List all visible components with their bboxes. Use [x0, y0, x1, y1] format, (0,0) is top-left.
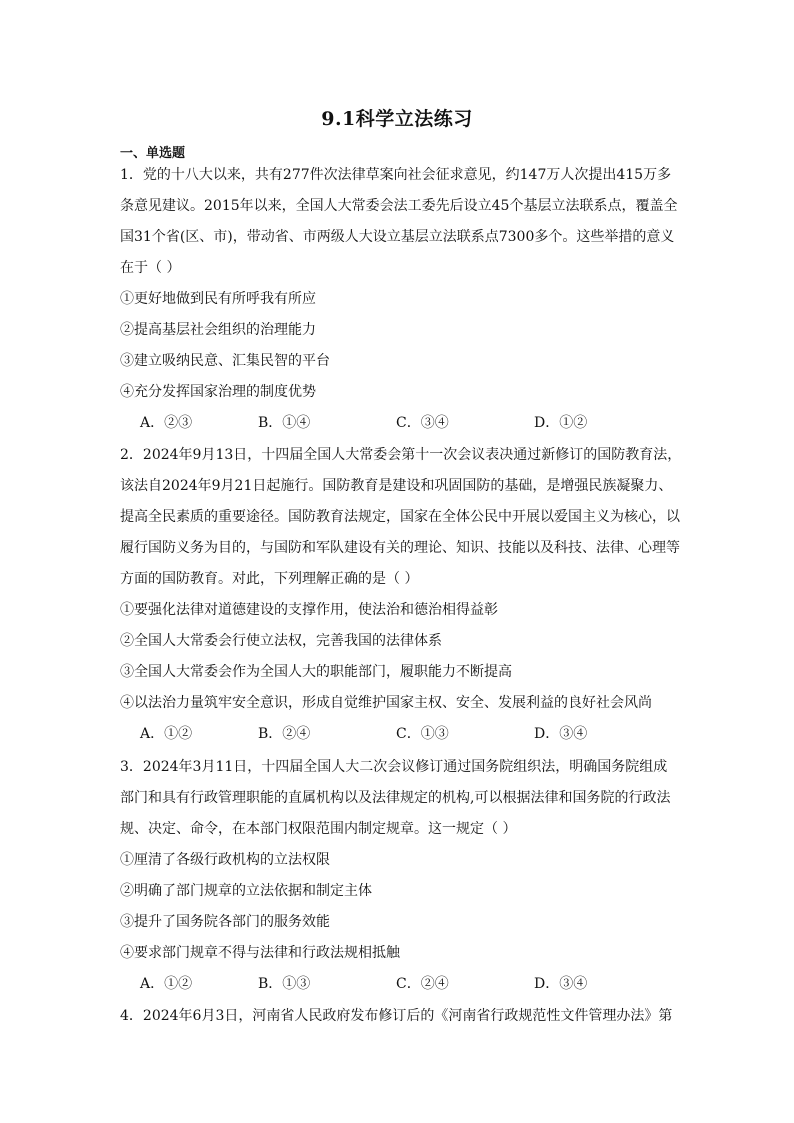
q1-line-4: 在于（ ）	[120, 260, 181, 276]
q1-line-2: 条意见建议。2015年以来，全国人大常委会法工委先后设立45个基层立法联系点，覆盖全	[120, 198, 678, 214]
q2-option-c[interactable]: C．①③	[396, 726, 449, 742]
q3-option-a[interactable]: A．①②	[140, 976, 193, 992]
q1-option-d[interactable]: D．①②	[534, 415, 588, 431]
q3-line-2: 部门和具有行政管理职能的直属机构以及法律规定的机构,可以根据法律和国务院的行政法	[120, 790, 671, 806]
q1-option-a[interactable]: A．②③	[140, 415, 193, 431]
q1-line-3: 国31个省(区、市)，带动省、市两级人大设立基层立法联系点7300多个。这些举措的意义	[120, 229, 675, 245]
q1-item-1: ①更好地做到民有所呼我有所应	[120, 291, 316, 307]
section-heading: 一、单选题	[120, 146, 186, 161]
q1-item-3: ③建立吸纳民意、汇集民智的平台	[120, 353, 330, 369]
q1-option-c[interactable]: C．③④	[396, 415, 449, 431]
q1-line-1: 1．党的十八大以来，共有277件次法律草案向社会征求意见，约147万人次提出415万多	[120, 167, 672, 183]
q3-line-1: 3．2024年3月11日，十四届全国人大二次会议修订通过国务院组织法，明确国务院组成	[120, 759, 668, 775]
q1-option-b[interactable]: B．①④	[258, 415, 311, 431]
q1-item-4: ④充分发挥国家治理的制度优势	[120, 384, 316, 400]
q3-item-2: ②明确了部门规章的立法依据和制定主体	[120, 883, 372, 899]
q2-option-d[interactable]: D．③④	[534, 726, 588, 742]
q2-line-4: 履行国防义务为目的，与国防和军队建设有关的理论、知识、技能以及科技、法律、心理等	[120, 540, 680, 556]
q3-line-3: 规、决定、命令，在本部门权限范围内制定规章。这一规定（ ）	[120, 821, 517, 837]
q2-item-3: ③全国人大常委会作为全国人大的职能部门，履职能力不断提高	[120, 664, 512, 680]
q2-line-3: 提高全民素质的重要途径。国防教育法规定，国家在全体公民中开展以爱国主义为核心，以	[120, 509, 680, 525]
q3-option-c[interactable]: C．②④	[396, 976, 449, 992]
q3-item-4: ④要求部门规章不得与法律和行政法规相抵触	[120, 945, 400, 961]
page-title: 9.1科学立法练习	[321, 108, 473, 130]
q3-option-d[interactable]: D．③④	[534, 976, 588, 992]
q2-line-2: 该法自2024年9月21日起施行。国防教育是建设和巩固国防的基础，是增强民族凝聚力、	[120, 478, 673, 494]
q3-options	[140, 974, 660, 994]
q4-line-1: 4．2024年6月3日，河南省人民政府发布修订后的《河南省行政规范性文件管理办法》第	[120, 1008, 673, 1024]
q1-item-2: ②提高基层社会组织的治理能力	[120, 322, 316, 338]
q2-options	[140, 724, 660, 744]
q2-option-a[interactable]: A．①②	[140, 726, 193, 742]
q2-item-4: ④以法治力量筑牢安全意识，形成自觉维护国家主权、安全、发展利益的良好社会风尚	[120, 695, 652, 711]
q3-item-1: ①厘清了各级行政机构的立法权限	[120, 852, 330, 868]
q2-line-5: 方面的国防教育。对此，下列理解正确的是（ ）	[120, 571, 419, 587]
q2-item-2: ②全国人大常委会行使立法权，完善我国的法律体系	[120, 633, 442, 649]
q2-option-b[interactable]: B．②④	[258, 726, 311, 742]
q1-options	[140, 413, 660, 433]
q2-item-1: ①要强化法律对道德建设的支撑作用，使法治和德治相得益彰	[120, 602, 498, 618]
q2-line-1: 2．2024年9月13日，十四届全国人大常委会第十一次会议表决通过新修订的国防教育法，	[120, 447, 682, 463]
q3-item-3: ③提升了国务院各部门的服务效能	[120, 914, 330, 930]
q3-option-b[interactable]: B．①③	[258, 976, 311, 992]
